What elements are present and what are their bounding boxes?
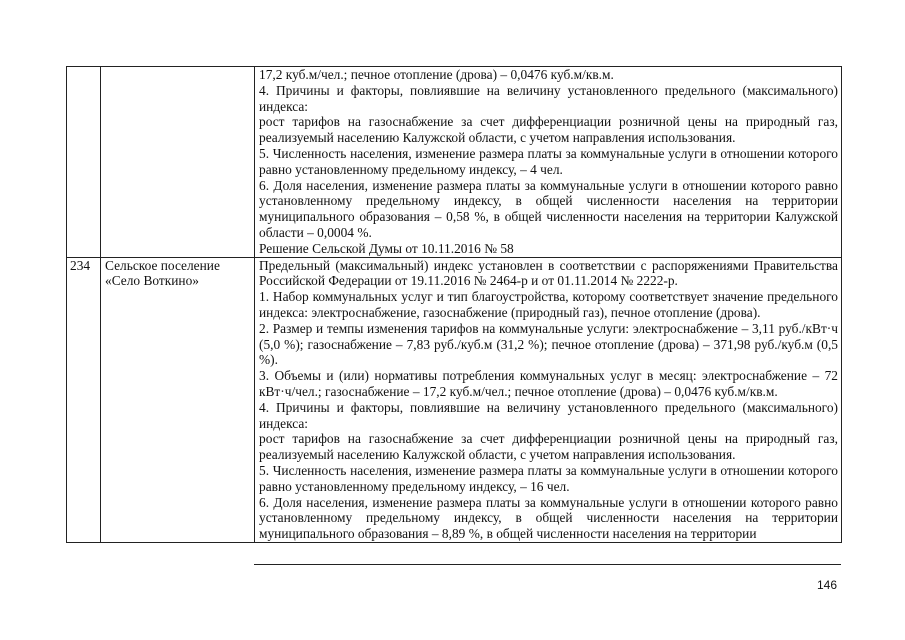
row-number-cell: 234 [67, 257, 101, 542]
decision-reference: Решение Сельской Думы от 10.11.2016 № 58 [259, 240, 514, 256]
description-paragraph: 17,2 куб.м/чел.; печное отопление (дрова) – 0,0476 куб.м/кв.м. [259, 67, 614, 82]
description-paragraph: 6. Доля населения, изменение размера платы за коммунальные услуги в отношении которого равно установленному предельному индексу, в общей численности населения на территории муниципального образования – 0,58 %, в общей численности населения на территории Калужской области – 0,0004 %. [259, 177, 838, 240]
table-bottom-border [254, 564, 841, 565]
settlement-name-cell [101, 67, 255, 258]
tariff-table [66, 66, 842, 543]
description-paragraph: 1. Набор коммунальных услуг и тип благоустройства, которому соответствует значение предельного индекса: электроснабжение, газоснабжение (природный газ), печное отопление (дрова). [259, 289, 838, 320]
description-paragraph: рост тарифов на газоснабжение за счет дифференциации розничной цены на природный газ, реализуемый населению Калужской области, с учетом направления использования. [259, 431, 838, 463]
settlement-name-cell: Сельское поселение «Село Воткино» [101, 257, 255, 542]
description-cell [255, 257, 842, 542]
description-paragraph: 4. Причины и факторы, повлиявшие на величину установленного предельного (максимального) индекса: [259, 82, 838, 114]
description-paragraph: 5. Численность населения, изменение размера платы за коммунальные услуги в отношении которого равно установленному предельному индексу, – 4 чел. [259, 145, 838, 177]
page-number: 146 [816, 578, 837, 592]
description-paragraph: 6. Доля населения, изменение размера платы за коммунальные услуги в отношении которого равно установленному предельному индексу, в общей численности населения на территории муниципального образования – 8,89 %, в общей численности населения на территории [259, 494, 838, 542]
row-number-cell [67, 67, 101, 258]
description-paragraph: 4. Причины и факторы, повлиявшие на величину установленного предельного (максимального) индекса: [259, 399, 838, 431]
description-paragraph: 5. Численность населения, изменение размера платы за коммунальные услуги в отношении которого равно установленному предельному индексу, – 16 чел. [259, 462, 838, 494]
description-paragraph: Предельный (максимальный) индекс установлен в соответствии с распоряжениями Правительства Российской Федерации от 19.11.2016 № 2464-р и от 01.11.2014 № 2222-р. [259, 257, 838, 289]
description-paragraph: рост тарифов на газоснабжение за счет дифференциации розничной цены на природный газ, реализуемый населению Калужской области, с учетом направления использования. [259, 114, 838, 146]
description-paragraph: 2. Размер и темпы изменения тарифов на коммунальные услуги: электроснабжение – 3,11 руб./кВт·ч (5,0 %); газоснабжение – 7,83 руб./куб.м (31,2 %); печное отопление (дрова) – 371,98 руб./куб.м (0,5 %). [259, 320, 838, 368]
description-cell [255, 67, 842, 258]
description-paragraph: 3. Объемы и (или) нормативы потребления коммунальных услуг в месяц: электроснабжение – 72 кВт·ч/чел.; газоснабжение – 17,2 куб.м/чел.; печное отопление (дрова) – 0,0476 куб.м/кв.м. [259, 368, 838, 399]
table-row [67, 67, 842, 258]
table-row [67, 257, 842, 542]
